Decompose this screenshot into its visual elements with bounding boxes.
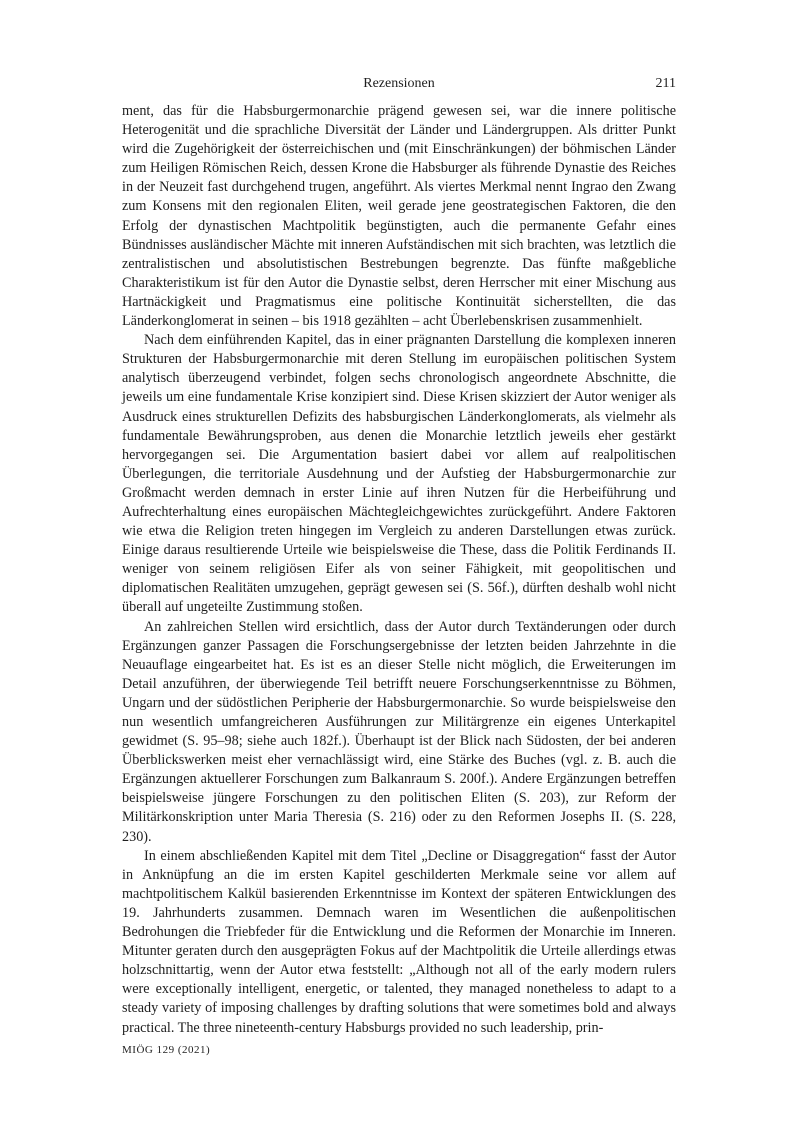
journal-footer: MIÖG 129 (2021) <box>122 1044 211 1056</box>
paragraph: In einem abschließenden Kapitel mit dem Titel „Decline or Disaggregation“ fasst der Autor in Anknüpfung an die im ersten Kapitel geschilderten Merkmale seine vor allem auf machtpolitischem Kalkül basierenden Erkenntnisse im Kontext der späteren Entwicklungen des 19. Jahrhunderts zusammen. Demnach waren im Wesentlichen die außenpolitischen Bedrohungen die Triebfeder für die Entwicklung und die Reformen der Monarchie im Inneren. Mitunter geraten durch den ausgeprägten Fokus auf der Machtpolitik die Urteile allerdings etwas holzschnittartig, wenn der Autor etwa feststellt: „Although not all of the early modern rulers were exceptionally intelligent, energetic, or talented, they managed nonetheless to adapt to a steady variety of imposing challenges by drafting solutions that were sometimes bold and always practical. The three nineteenth-century Habsburgs provided no such leadership, prin- <box>122 847 676 1036</box>
body-text <box>122 102 676 1038</box>
running-header <box>122 76 676 96</box>
paragraph: ment, das für die Habsburgermonarchie prägend gewesen sei, war die innere politische Heterogenität und die sprachliche Diversität der Länder und Ländergruppen. Als dritter Punkt wird die Zugehörigkeit der österreichischen und (mit Einschränkungen) der böhmischen Länder zum Heiligen Römischen Reich, dessen Krone die Habsburger als führende Dynastie des Reiches in der Neuzeit fast durchgehend trugen, angeführt. Als viertes Merkmal nennt Ingrao den Zwang zum Konsens mit den regionalen Eliten, weil gerade jene geostrategischen Faktoren, die den Erfolg der dynastischen Machtpolitik begünstigten, auch die permanente Gefahr eines Bündnisses ausländischer Mächte mit inneren Aufständischen mit sich brachten, was letztlich die zentralistischen und absolutistischen Bestrebungen begrenzte. Das fünfte maßgebliche Charakteristikum ist für den Autor die Dynastie selbst, deren Herrscher mit einer Mischung aus Hartnäckigkeit und Pragmatismus eine politische Kontinuität sicherstellten, die das Länderkonglomerat in seinen – bis 1918 gezählten – acht Überlebenskrisen zusammenhielt. <box>122 103 676 330</box>
running-title: Rezensionen <box>363 76 435 91</box>
page-number: 211 <box>655 76 676 91</box>
paragraph: Nach dem einführenden Kapitel, das in einer prägnanten Darstellung die komplexen inneren Strukturen der Habsburgermonarchie mit deren Stellung im europäischen politischen System analytisch überzeugend verbindet, folgen sechs chronologisch angeordnete Abschnitte, die jeweils um eine fundamentale Krise konzipiert sind. Diese Krisen skizziert der Autor weniger als Ausdruck eines strukturellen Defizits des habsburgischen Länderkonglomerats, als vielmehr als fundamentale Bewährungsproben, aus denen die Monarchie letztlich jeweils eher gestärkt hervorgegangen sei. Die Argumentation basiert dabei vor allem auf realpolitischen Überlegungen, die territoriale Ausdehnung und der Aufstieg der Habsburgermonarchie zur Großmacht werden demnach in erster Linie auf ihren Nutzen für die Herbeiführung und Aufrechterhaltung eines europäischen Mächtegleichgewichtes zurückgeführt. Andere Faktoren wie etwa die Religion treten hingegen im Vergleich zu anderen Darstellungen etwas zurück. Einige daraus resultierende Urteile wie beispielsweise die These, dass die Politik Ferdinands II. weniger von seinem religiösen Eifer als von seiner Fähigkeit, mit geopolitischen und diplomatischen Realitäten umzugehen, geprägt gewesen sei (S. 56f.), dürften deshalb wohl nicht überall auf ungeteilte Zustimmung stoßen. <box>122 332 676 616</box>
paragraph: An zahlreichen Stellen wird ersichtlich, dass der Autor durch Textänderungen oder durch Ergänzungen ganzer Passagen die Forschungsergebnisse der letzten beiden Jahrzehnte in die Neuauflage eingearbeitet hat. Es ist es an dieser Stelle nicht möglich, die Erweiterungen im Detail anzuführen, der überwiegende Teil betrifft neuere Forschungserkenntnisse zu Böhmen, Ungarn und der südöstlichen Peripherie der Habsburgermonarchie. So wurde beispielsweise den nun wesentlich umfangreicheren Ausführungen zur Militärgrenze ein eigenes Unterkapitel gewidmet (S. 95–98; siehe auch 182f.). Überhaupt ist der Blick nach Südosten, der bei anderen Überblickswerken meist eher vernachlässigt wird, eine Stärke des Buches (vgl. z. B. auch die Ergänzungen aktuellerer Forschungen zum Balkanraum S. 200f.). Andere Ergänzungen betreffen beispielsweise jüngere Forschungen zu den politischen Eliten (S. 203), zur Reform der Militärkonskription unter Maria Theresia (S. 216) oder zu den Reformen Josephs II. (S. 228, 230). <box>122 618 676 845</box>
